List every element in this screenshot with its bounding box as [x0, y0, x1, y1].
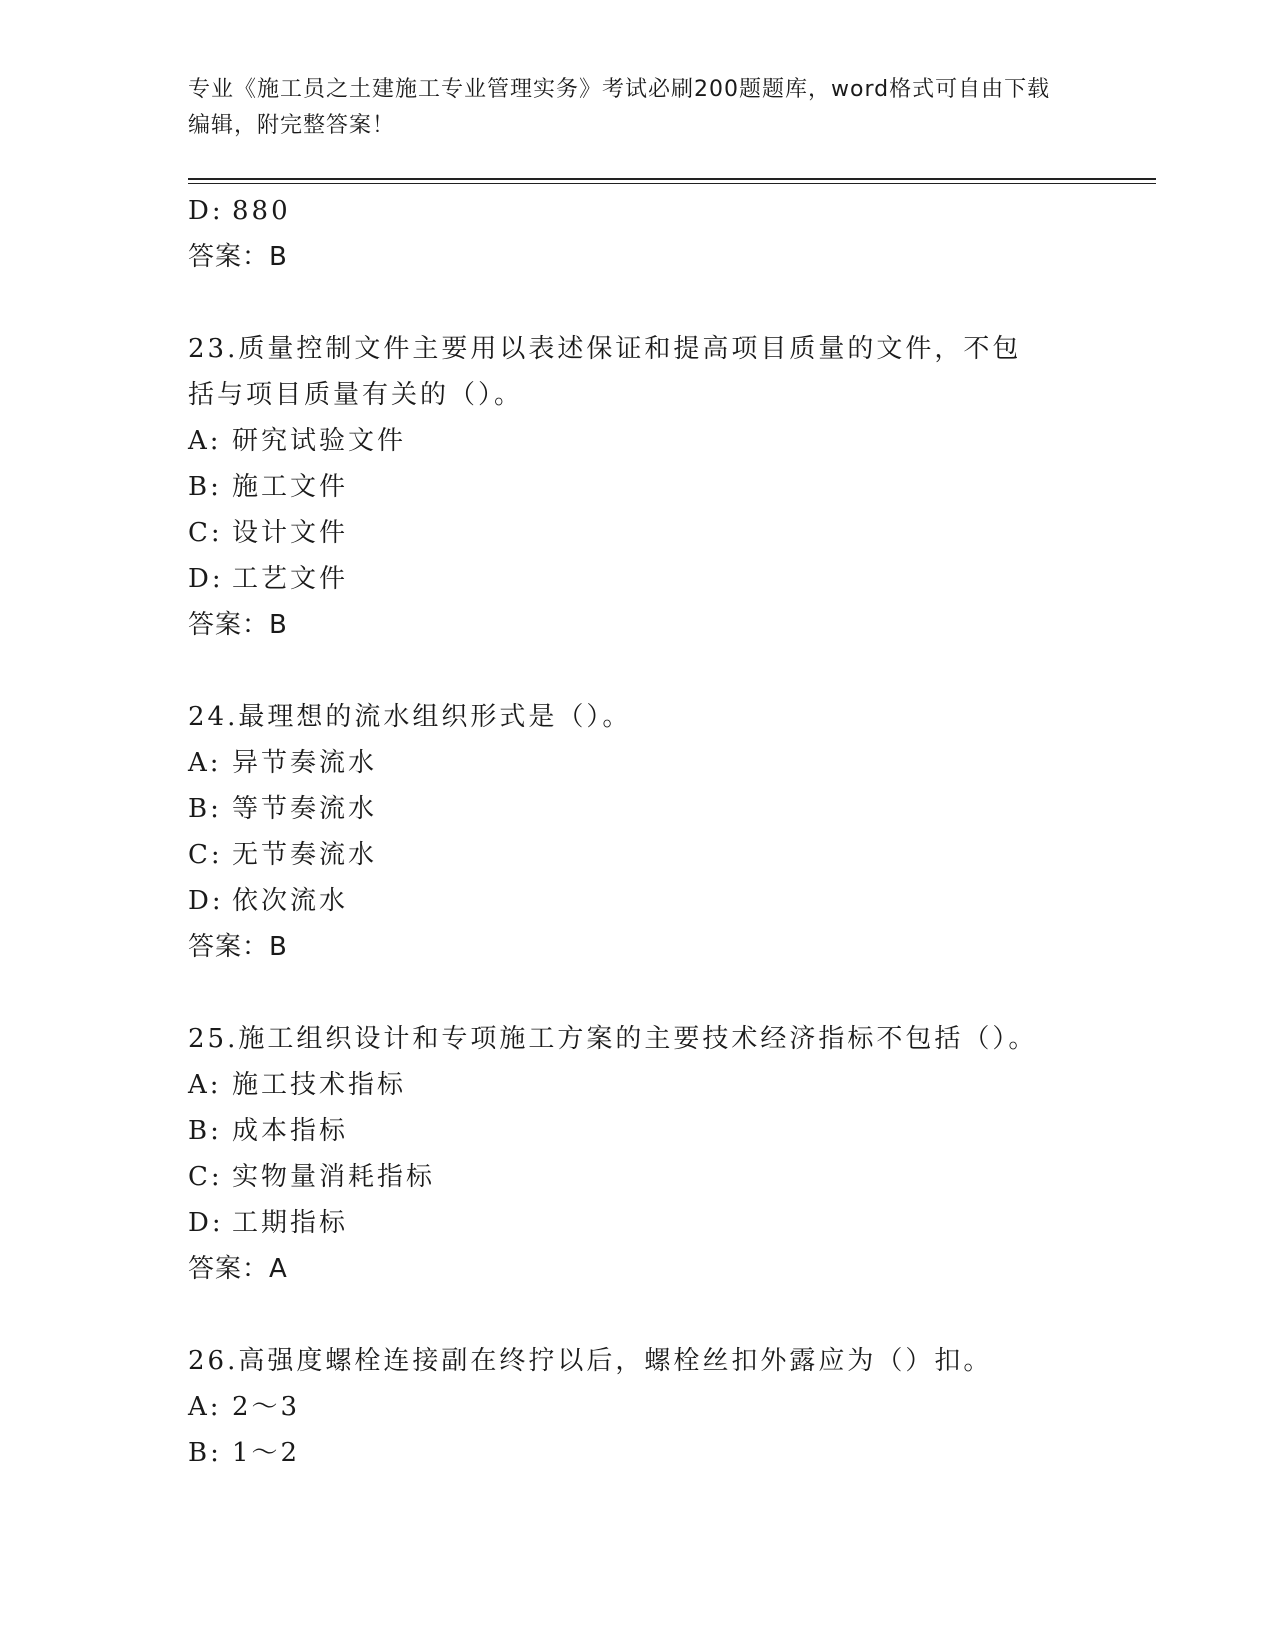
option-key: B:	[188, 472, 222, 502]
option-key: C:	[188, 1162, 223, 1192]
option-text: 施工技术指标	[232, 1070, 407, 1100]
option-item	[188, 878, 1088, 924]
option-key: C:	[188, 518, 223, 548]
carryover-option	[188, 188, 1088, 234]
option-key: D:	[188, 1208, 224, 1238]
option-text: 设计文件	[232, 518, 349, 548]
question-block	[188, 1338, 1088, 1476]
answer-line: 答案：A	[188, 1254, 288, 1284]
option-key: A:	[188, 1070, 222, 1100]
option-item	[188, 464, 1088, 510]
option-item	[188, 510, 1088, 556]
carryover-answer: 答案：B	[188, 242, 288, 272]
option-item	[188, 1154, 1088, 1200]
question-block	[188, 1016, 1088, 1292]
document-body	[188, 188, 1088, 1476]
option-key: D:	[188, 196, 224, 226]
option-text: 880	[232, 196, 291, 226]
option-item	[188, 786, 1088, 832]
option-text: 2～3	[232, 1392, 301, 1422]
option-item	[188, 832, 1088, 878]
option-key: A:	[188, 426, 222, 456]
option-text: 研究试验文件	[232, 426, 407, 456]
option-key: B:	[188, 794, 222, 824]
option-text: 异节奏流水	[232, 748, 378, 778]
option-item	[188, 1062, 1088, 1108]
option-text: 等节奏流水	[232, 794, 378, 824]
option-item	[188, 740, 1088, 786]
question-block	[188, 326, 1088, 648]
option-text: 成本指标	[232, 1116, 349, 1146]
question-text: 25.施工组织设计和专项施工方案的主要技术经济指标不包括（）。	[188, 1024, 1038, 1054]
header-divider	[188, 178, 1156, 184]
option-key: A:	[188, 748, 222, 778]
option-text: 依次流水	[232, 886, 349, 916]
option-text: 工期指标	[232, 1208, 349, 1238]
option-text: 工艺文件	[232, 564, 349, 594]
question-text: 23.质量控制文件主要用以表述保证和提高项目质量的文件，不包括与项目质量有关的（）。	[188, 334, 1022, 410]
option-key: C:	[188, 840, 223, 870]
option-text: 1～2	[232, 1438, 301, 1468]
question-text: 26.高强度螺栓连接副在终拧以后，螺栓丝扣外露应为（）扣。	[188, 1346, 993, 1376]
option-text: 实物量消耗指标	[232, 1162, 436, 1192]
answer-line: 答案：B	[188, 932, 288, 962]
option-item	[188, 1430, 1088, 1476]
option-key: B:	[188, 1116, 222, 1146]
option-item	[188, 1200, 1088, 1246]
option-key: D:	[188, 886, 224, 916]
option-item	[188, 1384, 1088, 1430]
answer-line: 答案：B	[188, 610, 288, 640]
option-item	[188, 556, 1088, 602]
option-key: A:	[188, 1392, 222, 1422]
option-text: 无节奏流水	[232, 840, 378, 870]
question-block	[188, 694, 1088, 970]
option-key: D:	[188, 564, 224, 594]
question-text: 24.最理想的流水组织形式是（）。	[188, 702, 632, 732]
option-text: 施工文件	[232, 472, 349, 502]
page-header: 专业《施工员之土建施工专业管理实务》考试必刷200题题库，word格式可自由下载编辑，附完整答案！	[188, 77, 1051, 138]
option-item	[188, 418, 1088, 464]
option-key: B:	[188, 1438, 222, 1468]
option-item	[188, 1108, 1088, 1154]
